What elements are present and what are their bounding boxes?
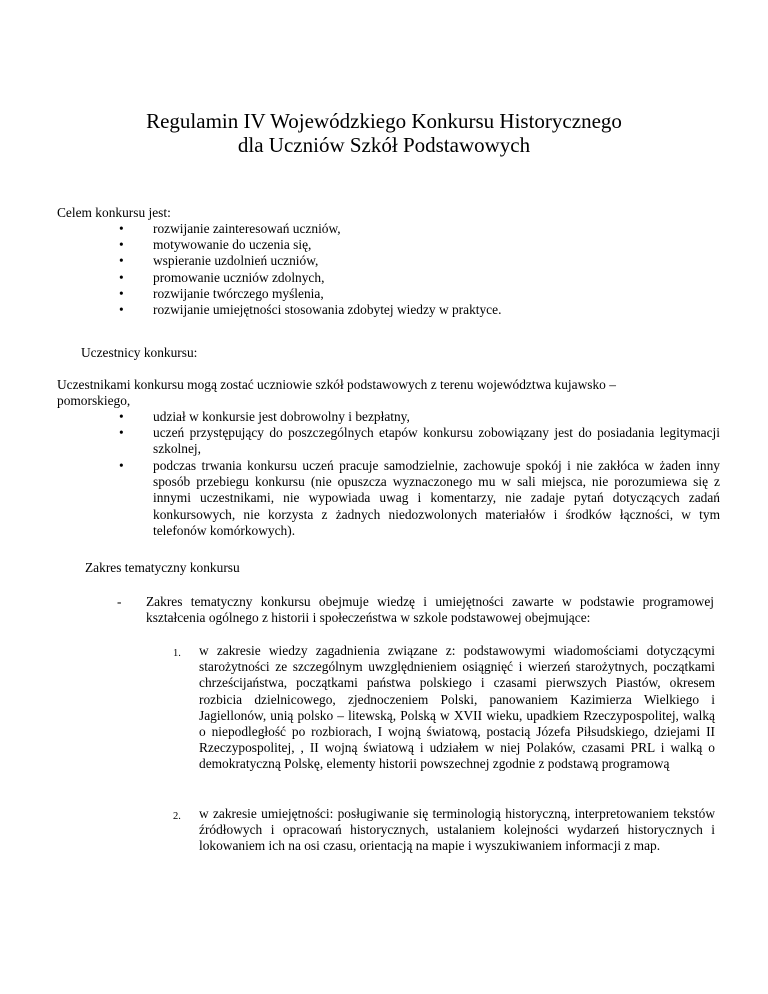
bullet-icon: • [119, 253, 124, 269]
scope-item-number: 2. [173, 811, 181, 822]
goals-heading: Celem konkursu jest: [57, 205, 171, 220]
goals-list-item: • motywowanie do uczenia się, [119, 237, 312, 253]
bullet-icon: • [119, 458, 124, 473]
goals-list-item: • promowanie uczniów zdolnych, [119, 269, 325, 285]
goals-list-item: • rozwijanie twórczego myślenia, [119, 285, 324, 301]
goals-list-item: • rozwijanie zainteresowań uczniów, [119, 221, 341, 236]
participants-rule: udział w konkursie jest dobrowolny i bezpłatny, [153, 409, 410, 424]
bullet-icon: • [119, 409, 124, 424]
title-line-2: dla Uczniów Szkół Podstawowych [237, 133, 531, 157]
document-title [0, 109, 768, 157]
participants-heading: Uczestnicy konkursu: [81, 345, 198, 360]
goals-list-item: • wspieranie uzdolnień uczniów, [119, 253, 319, 269]
participants-rule: podczas trwania konkursu uczeń pracuje samodzielnie, zachowuje spokój i nie zakłóca w żaden inny sposób przebiegu konkursu (nie opuszcza wyznaczonego mu w sali miejsca, nie porozumiewa się z innymi uczestnikami, nie wypowiada uwag i komentarzy, nie zadaje pytań dotyczących zadań konkursowych, nie korzysta z żadnych niedozwolonych materiałów i środków łączności, w tym telefonów komórkowych). [153, 458, 720, 538]
bullet-icon: • [119, 301, 124, 317]
scope-item: w zakresie umiejętności: posługiwanie się terminologią historyczną, interpretowaniem tekstów źródłowych i opracowań historycznych, ustalaniem kolejności wydarzeń historycznych i lokowaniem ich na osi czasu, orientacją na mapie i wyszukiwaniem informacji z map. [199, 806, 715, 854]
bullet-icon: • [119, 237, 124, 253]
bullet-icon: • [119, 269, 124, 285]
bullet-icon: • [119, 285, 124, 301]
title-line-1: Regulamin IV Wojewódzkiego Konkursu Historycznego [146, 109, 622, 133]
participants-rule: uczeń przystępujący do poszczególnych etapów konkursu zobowiązany jest do posiadania legitymacji szkolnej, [153, 425, 720, 457]
goals-list [119, 221, 719, 318]
goals-list-item: • rozwijanie umiejętności stosowania zdobytej wiedzy w praktyce. [119, 301, 502, 317]
bullet-icon: • [119, 221, 124, 236]
participants-intro-line-1: Uczestnikami konkursu mogą zostać uczniowie szkół podstawowych z terenu województwa kujawsko – [57, 377, 616, 392]
dash-marker: - [117, 594, 122, 609]
scope-heading: Zakres tematyczny konkursu [85, 560, 240, 575]
scope-item: w zakresie wiedzy zagadnienia związane z: podstawowymi wiadomościami dotyczącymi starożytności ze szczególnym uwzględnieniem osiągnięć i wierzeń starożytnych, początkami chrześcijaństwa, początkami państwa polskiego i czasami pierwszych Piastów, okresem rozbicia dzielnicowego, zjednoczeniem Polski, panowaniem Kazimierza Wielkiego i Jagiellonów, unią polsko – litewską, Polską w XVII wieku, upadkiem Rzeczypospolitej, walką o niepodległość po rozbiorach, I wojną światową, postacią Józefa Piłsudskiego, dziejami II Rzeczypospolitej, , II wojną światową i udziałem w niej Polaków, czasami PRL i walką o demokratyczną Polskę, elementy historii powszechnej zgodnie z podstawą programową [199, 643, 715, 772]
scope-intro: Zakres tematyczny konkursu obejmuje wiedzę i umiejętności zawarte w podstawie programowej kształcenia ogólnego z historii i społeczeństwa w szkole podstawowej obejmujące: [146, 594, 714, 626]
bullet-icon: • [119, 425, 124, 440]
scope-item-number: 1. [173, 648, 181, 659]
participants-intro-line-2: pomorskiego, [57, 393, 131, 408]
